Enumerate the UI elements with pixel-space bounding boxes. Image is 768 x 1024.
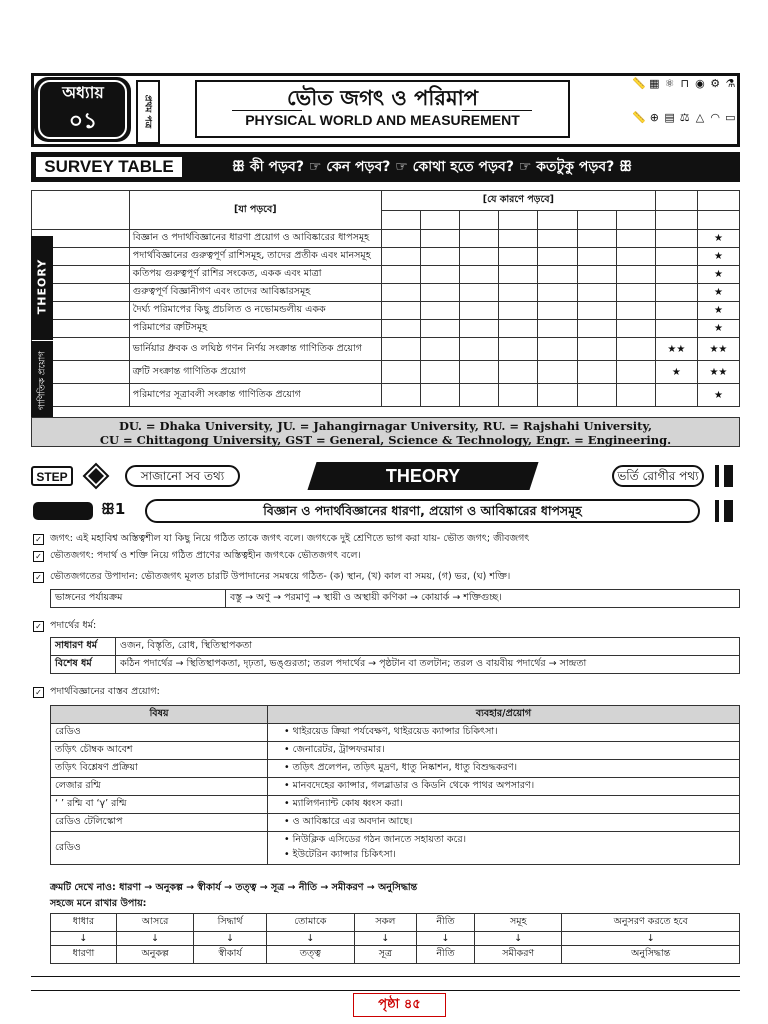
mnemonic-word: ধাধার bbox=[51, 914, 117, 932]
university-legend bbox=[31, 417, 740, 447]
survey-topic: পরিমাপের সূত্রাবলী সংক্রান্ত গাণিতিক প্রয়োগ bbox=[129, 384, 381, 407]
survey-topic: দৈর্ঘ্য পরিমাপের কিছু প্রচলিত ও নভোমন্ডলীয় একক bbox=[129, 302, 381, 320]
arrow-icon: ↓ bbox=[354, 932, 416, 946]
survey-table bbox=[31, 190, 740, 407]
section-number-value: 1 bbox=[114, 500, 126, 518]
graph-icon: ▤ bbox=[664, 110, 675, 124]
mnemonic-word: সমূহ bbox=[475, 914, 562, 932]
header-icon-collage bbox=[632, 77, 737, 142]
app-subject: তড়িৎ বিশ্লেষণ প্রক্রিয়া bbox=[51, 760, 268, 778]
arrow-icon: ↓ bbox=[475, 932, 562, 946]
mnemonic-word: সকল bbox=[354, 914, 416, 932]
app-use bbox=[268, 814, 740, 832]
rating-a bbox=[655, 230, 697, 248]
lab-icon: ⚗ bbox=[725, 77, 736, 90]
survey-row bbox=[32, 248, 740, 266]
mnemonic-word: নীতি bbox=[416, 914, 474, 932]
survey-topic: কতিপয় গুরুত্বপূর্ণ রাশির সংকেত, একক এবং মাত্রা bbox=[129, 266, 381, 284]
bar-4 bbox=[724, 500, 733, 522]
mnemonic-word: আসরে bbox=[116, 914, 194, 932]
app-use-line: • ম্যালিগন্যান্ট কোষ ধ্বংস করা। bbox=[284, 798, 403, 809]
note-applications: পদার্থবিজ্ঞানের বাস্তব প্রয়োগ: bbox=[50, 686, 160, 697]
footer-rule bbox=[31, 976, 740, 977]
rating-b: ★ bbox=[697, 230, 739, 248]
checkbox-icon: ✓ bbox=[33, 534, 44, 545]
mnemonic-word: সূত্র bbox=[354, 946, 416, 964]
app-subject: রেডিও bbox=[51, 832, 268, 865]
app-header-use: ব্যবহার/প্রয়োগ bbox=[268, 706, 740, 724]
rating-a bbox=[655, 248, 697, 266]
app-use bbox=[268, 832, 740, 865]
mnemonic-row bbox=[51, 946, 740, 964]
property-row bbox=[51, 638, 740, 656]
properties-table bbox=[50, 637, 740, 674]
mnemonic-word: অনুকল্প bbox=[116, 946, 194, 964]
rating-b: ★★ bbox=[697, 338, 739, 361]
arrow-icon: ↓ bbox=[116, 932, 194, 946]
why-read-header: [যে কারণে পড়বে] bbox=[381, 191, 655, 211]
survey-row bbox=[32, 230, 740, 248]
survey-topic: গুরুত্বপূর্ণ বিজ্ঞানীগণ এবং তাদের আবিষ্কারসমূহ bbox=[129, 284, 381, 302]
title-rule-right bbox=[462, 110, 532, 111]
rating-b: ★ bbox=[697, 266, 739, 284]
bulb-icon: ◉ bbox=[695, 77, 705, 90]
bar-1 bbox=[715, 465, 719, 487]
application-row bbox=[51, 742, 740, 760]
math-side-label: গাণিতিক প্রয়োগ bbox=[31, 341, 53, 417]
rating-a bbox=[655, 302, 697, 320]
breakdown-table bbox=[50, 589, 740, 608]
app-use-line: • জেনারেটর, ট্রান্সফরমার। bbox=[284, 744, 385, 755]
app-subject: রেডিও টেলিস্কোপ bbox=[51, 814, 268, 832]
part-label: প্রথম পত্র bbox=[136, 80, 160, 144]
rating-a bbox=[655, 284, 697, 302]
note-components: ভৌতজগতের উপাদান: ভৌতজগৎ মূলত চারটি উপাদানের সমন্বয়ে গঠিত- (ক) স্থান, (খ) কাল বা সময়, (গ) ভর, (ঘ) শক্তি। bbox=[50, 571, 511, 582]
calculator-icon: ▦ bbox=[649, 77, 660, 90]
bar-2 bbox=[724, 465, 733, 487]
note-world: জগৎ: এই মহাবিশ্ব অস্তিত্বশীল যা কিছু নিয়ে গঠিত তাকে জগৎ বলে। জগৎকে দুই শ্রেণিতে ভাগ করা যায়- ভৌত জগৎ; জীবজগৎ bbox=[50, 533, 530, 544]
application-row bbox=[51, 778, 740, 796]
rating-b: ★ bbox=[697, 320, 739, 338]
app-use-line: • ইউটেরিন ক্যান্সার চিকিৎসা। bbox=[284, 849, 396, 860]
mnemonic-word: নীতি bbox=[416, 946, 474, 964]
breakdown-label: ভাঙ্গনের পর্যায়ক্রম bbox=[51, 590, 226, 608]
checkbox-icon: ✓ bbox=[33, 687, 44, 698]
checkbox-icon: ✓ bbox=[33, 572, 44, 583]
chapter-title-en: PHYSICAL WORLD AND MEASUREMENT bbox=[245, 112, 520, 128]
property-row bbox=[51, 656, 740, 674]
book-icon: ▭ bbox=[725, 110, 736, 124]
flask-icon: △ bbox=[695, 110, 705, 124]
survey-topic: বিজ্ঞান ও পদার্থবিজ্ঞানের ধারণা প্রয়োগ ও আবিষ্কারের ধাপসমূহ bbox=[129, 230, 381, 248]
bar-3 bbox=[715, 500, 719, 522]
application-row bbox=[51, 832, 740, 865]
mnemonic-word: ধারণা bbox=[51, 946, 117, 964]
mnemonic-row bbox=[51, 914, 740, 932]
mnemonic-word: সিদ্ধার্থ bbox=[194, 914, 266, 932]
survey-topic: পরিমাপের ত্রুটিসমূহ bbox=[129, 320, 381, 338]
ruler-icon: 📏 bbox=[632, 77, 646, 90]
page-number: পৃষ্ঠা ৪৫ bbox=[353, 993, 446, 1017]
note-properties: পদার্থের ধর্ম: bbox=[50, 620, 97, 631]
step-left-pill: সাজানো সব তথ্য bbox=[125, 465, 240, 487]
survey-row bbox=[32, 338, 740, 361]
rating-b: ★ bbox=[697, 302, 739, 320]
breakdown-value: বস্তু → অণু → পরমাণু → স্থায়ী ও অস্থায়ী কণিকা → কোয়ার্ক → শক্তিগুচ্ছ। bbox=[226, 590, 740, 608]
app-use-line: • নিউক্লিক এসিডের গঠন জানতে সহায়তা করে। bbox=[284, 834, 466, 845]
title-rule-left bbox=[232, 110, 302, 111]
mnemonic-row bbox=[51, 932, 740, 946]
property-key: বিশেষ ধর্ম bbox=[51, 656, 116, 674]
survey-topic: ত্রুটি সংক্রান্ত গাণিতিক প্রয়োগ bbox=[129, 361, 381, 384]
survey-topic: ভার্নিয়ার ধ্রুবক ও লঘিষ্ঠ গণন নির্ণয় সংক্রান্ত গাণিতিক প্রয়োগ bbox=[129, 338, 381, 361]
legend-line-2: CU = Chittagong University, GST = General, Science & Technology, Engr. = Engineering. bbox=[99, 433, 672, 447]
property-value: কঠিন পদার্থের → স্থিতিস্থাপকতা, দৃঢ়তা, ভঙ্গুরতা; তরল পদার্থের → পৃষ্ঠটান বা তলটান; তরল ও বায়বীয় পদার্থের → সান্দ্রতা bbox=[116, 656, 740, 674]
applications-header bbox=[51, 706, 740, 724]
app-use bbox=[268, 796, 740, 814]
arrow-icon: ↓ bbox=[416, 932, 474, 946]
legend-line-1: DU. = Dhaka University, JU. = Jahangirnagar University, RU. = Rajshahi University, bbox=[118, 419, 653, 433]
note-physical-world: ভৌতজগৎ: পদার্থ ও শক্তি নিয়ে গঠিত প্রাণের অস্তিত্বহীন জগৎকে ভৌতজগৎ বলে। bbox=[50, 550, 361, 561]
survey-row bbox=[32, 361, 740, 384]
application-row bbox=[51, 814, 740, 832]
arrow-icon: ↓ bbox=[562, 932, 740, 946]
theory-banner-text: THEORY bbox=[385, 466, 461, 486]
rating-a bbox=[655, 320, 697, 338]
compass-icon: ⊕ bbox=[649, 110, 659, 124]
checkbox-icon: ✓ bbox=[33, 551, 44, 562]
survey-row bbox=[32, 284, 740, 302]
applications-table bbox=[50, 705, 740, 865]
app-use bbox=[268, 724, 740, 742]
mnemonic-table bbox=[50, 913, 740, 964]
survey-row bbox=[32, 266, 740, 284]
theory-side-label: THEORY bbox=[31, 236, 53, 340]
mnemonic-word: অনুসরণ করতে হবে bbox=[562, 914, 740, 932]
survey-row bbox=[32, 320, 740, 338]
step-right-pill: ভর্তি রোগীর পথ্য bbox=[612, 465, 704, 487]
mnemonic-word: তোমাকে bbox=[266, 914, 354, 932]
protractor-icon: ◠ bbox=[710, 110, 720, 124]
mnemonic-label: সহজে মনে রাখার উপায়: bbox=[50, 898, 147, 909]
app-subject: রেডিও bbox=[51, 724, 268, 742]
section-number: ꕥ1 bbox=[101, 500, 126, 518]
property-value: ওজন, বিস্তৃতি, রোধ, স্থিতিস্থাপকতা bbox=[116, 638, 740, 656]
rating-b: ★ bbox=[697, 248, 739, 266]
rating-a: ★★ bbox=[655, 338, 697, 361]
application-row bbox=[51, 760, 740, 778]
chapter-word: অধ্যায় bbox=[62, 83, 104, 102]
chapter-number: ০১ bbox=[68, 108, 98, 134]
sequence-line: ক্রমটি দেখে নাও: ধারণা → অনুকল্প → স্বীকার্য → তত্ত্ব → সূত্র → নীতি → সমীকরণ → অনুসিদ্ধান্ত bbox=[50, 882, 418, 893]
scale-icon: ⚖ bbox=[679, 110, 690, 124]
mnemonic-word: সমীকরণ bbox=[475, 946, 562, 964]
what-to-read-header: [যা পড়বে] bbox=[129, 191, 381, 230]
arrow-icon: ↓ bbox=[194, 932, 266, 946]
app-use-line: • মানবদেহের ক্যান্সার, গলব্লাডার ও কিডনি থেকে পাথর অপসারণ। bbox=[284, 780, 535, 791]
survey-questions: ꕥ কী পড়ব? ☞ কেন পড়ব? ☞ কোথা হতে পড়ব? ☞ কতটুকু পড়ব? ꕥ bbox=[232, 159, 633, 175]
ruler-icon: 📏 bbox=[632, 110, 646, 124]
rating-a bbox=[655, 266, 697, 284]
survey-table-label: SURVEY TABLE bbox=[34, 155, 184, 179]
mnemonic-word: তত্ত্ব bbox=[266, 946, 354, 964]
rating-a: ★ bbox=[655, 361, 697, 384]
gear-icon: ⚙ bbox=[710, 77, 721, 90]
section-marker bbox=[33, 502, 93, 520]
footer-rule-2 bbox=[31, 990, 740, 991]
rating-b: ★ bbox=[697, 384, 739, 407]
application-row bbox=[51, 724, 740, 742]
app-use-line: • থাইরয়েড ক্রিয়া পর্যবেক্ষণ, থাইরয়েড ক্যান্সার চিকিৎসা। bbox=[284, 726, 498, 737]
rating-b: ★ bbox=[697, 284, 739, 302]
chapter-title-bn: ভৌত জগৎ ও পরিমাপ bbox=[287, 85, 478, 110]
survey-row bbox=[32, 302, 740, 320]
app-use bbox=[268, 778, 740, 796]
rating-b: ★★ bbox=[697, 361, 739, 384]
mnemonic-word: স্বীকার্য bbox=[194, 946, 266, 964]
app-subject: লেজার রশ্মি bbox=[51, 778, 268, 796]
step-number-diamond bbox=[82, 462, 110, 490]
checkbox-icon: ✓ bbox=[33, 621, 44, 632]
step-label: STEP bbox=[31, 466, 73, 486]
app-subject: ‘ ’ রশ্মি বা ‘γ’ রশ্মি bbox=[51, 796, 268, 814]
app-use bbox=[268, 760, 740, 778]
mnemonic-word: অনুসিদ্ধান্ত bbox=[562, 946, 740, 964]
magnet-icon: ⊓ bbox=[680, 77, 690, 90]
arrow-icon: ↓ bbox=[266, 932, 354, 946]
survey-topic: পদার্থবিজ্ঞানের গুরুত্বপূর্ণ রাশিসমূহ, তাদের প্রতীক এবং মানসমূহ bbox=[129, 248, 381, 266]
app-use-line: • তড়িৎ প্রলেপন, তড়িৎ মুদ্রণ, ধাতু নিষ্কাশন, ধাতু বিশুদ্ধকরণ। bbox=[284, 762, 518, 773]
app-subject: তড়িৎ চৌম্বক আবেশ bbox=[51, 742, 268, 760]
section-title: বিজ্ঞান ও পদার্থবিজ্ঞানের ধারণা, প্রয়োগ ও আবিষ্কারের ধাপসমূহ bbox=[145, 499, 700, 523]
blank-header-cell bbox=[32, 191, 130, 230]
rating-a bbox=[655, 384, 697, 407]
atom-icon: ⚛ bbox=[664, 77, 675, 90]
application-row bbox=[51, 796, 740, 814]
app-header-subject: বিষয় bbox=[51, 706, 268, 724]
arrow-icon: ↓ bbox=[51, 932, 117, 946]
survey-row bbox=[32, 384, 740, 407]
property-key: সাধারণ ধর্ম bbox=[51, 638, 116, 656]
app-use-line: • ও আবিষ্কারে এর অবদান আছে। bbox=[284, 816, 413, 827]
app-use bbox=[268, 742, 740, 760]
